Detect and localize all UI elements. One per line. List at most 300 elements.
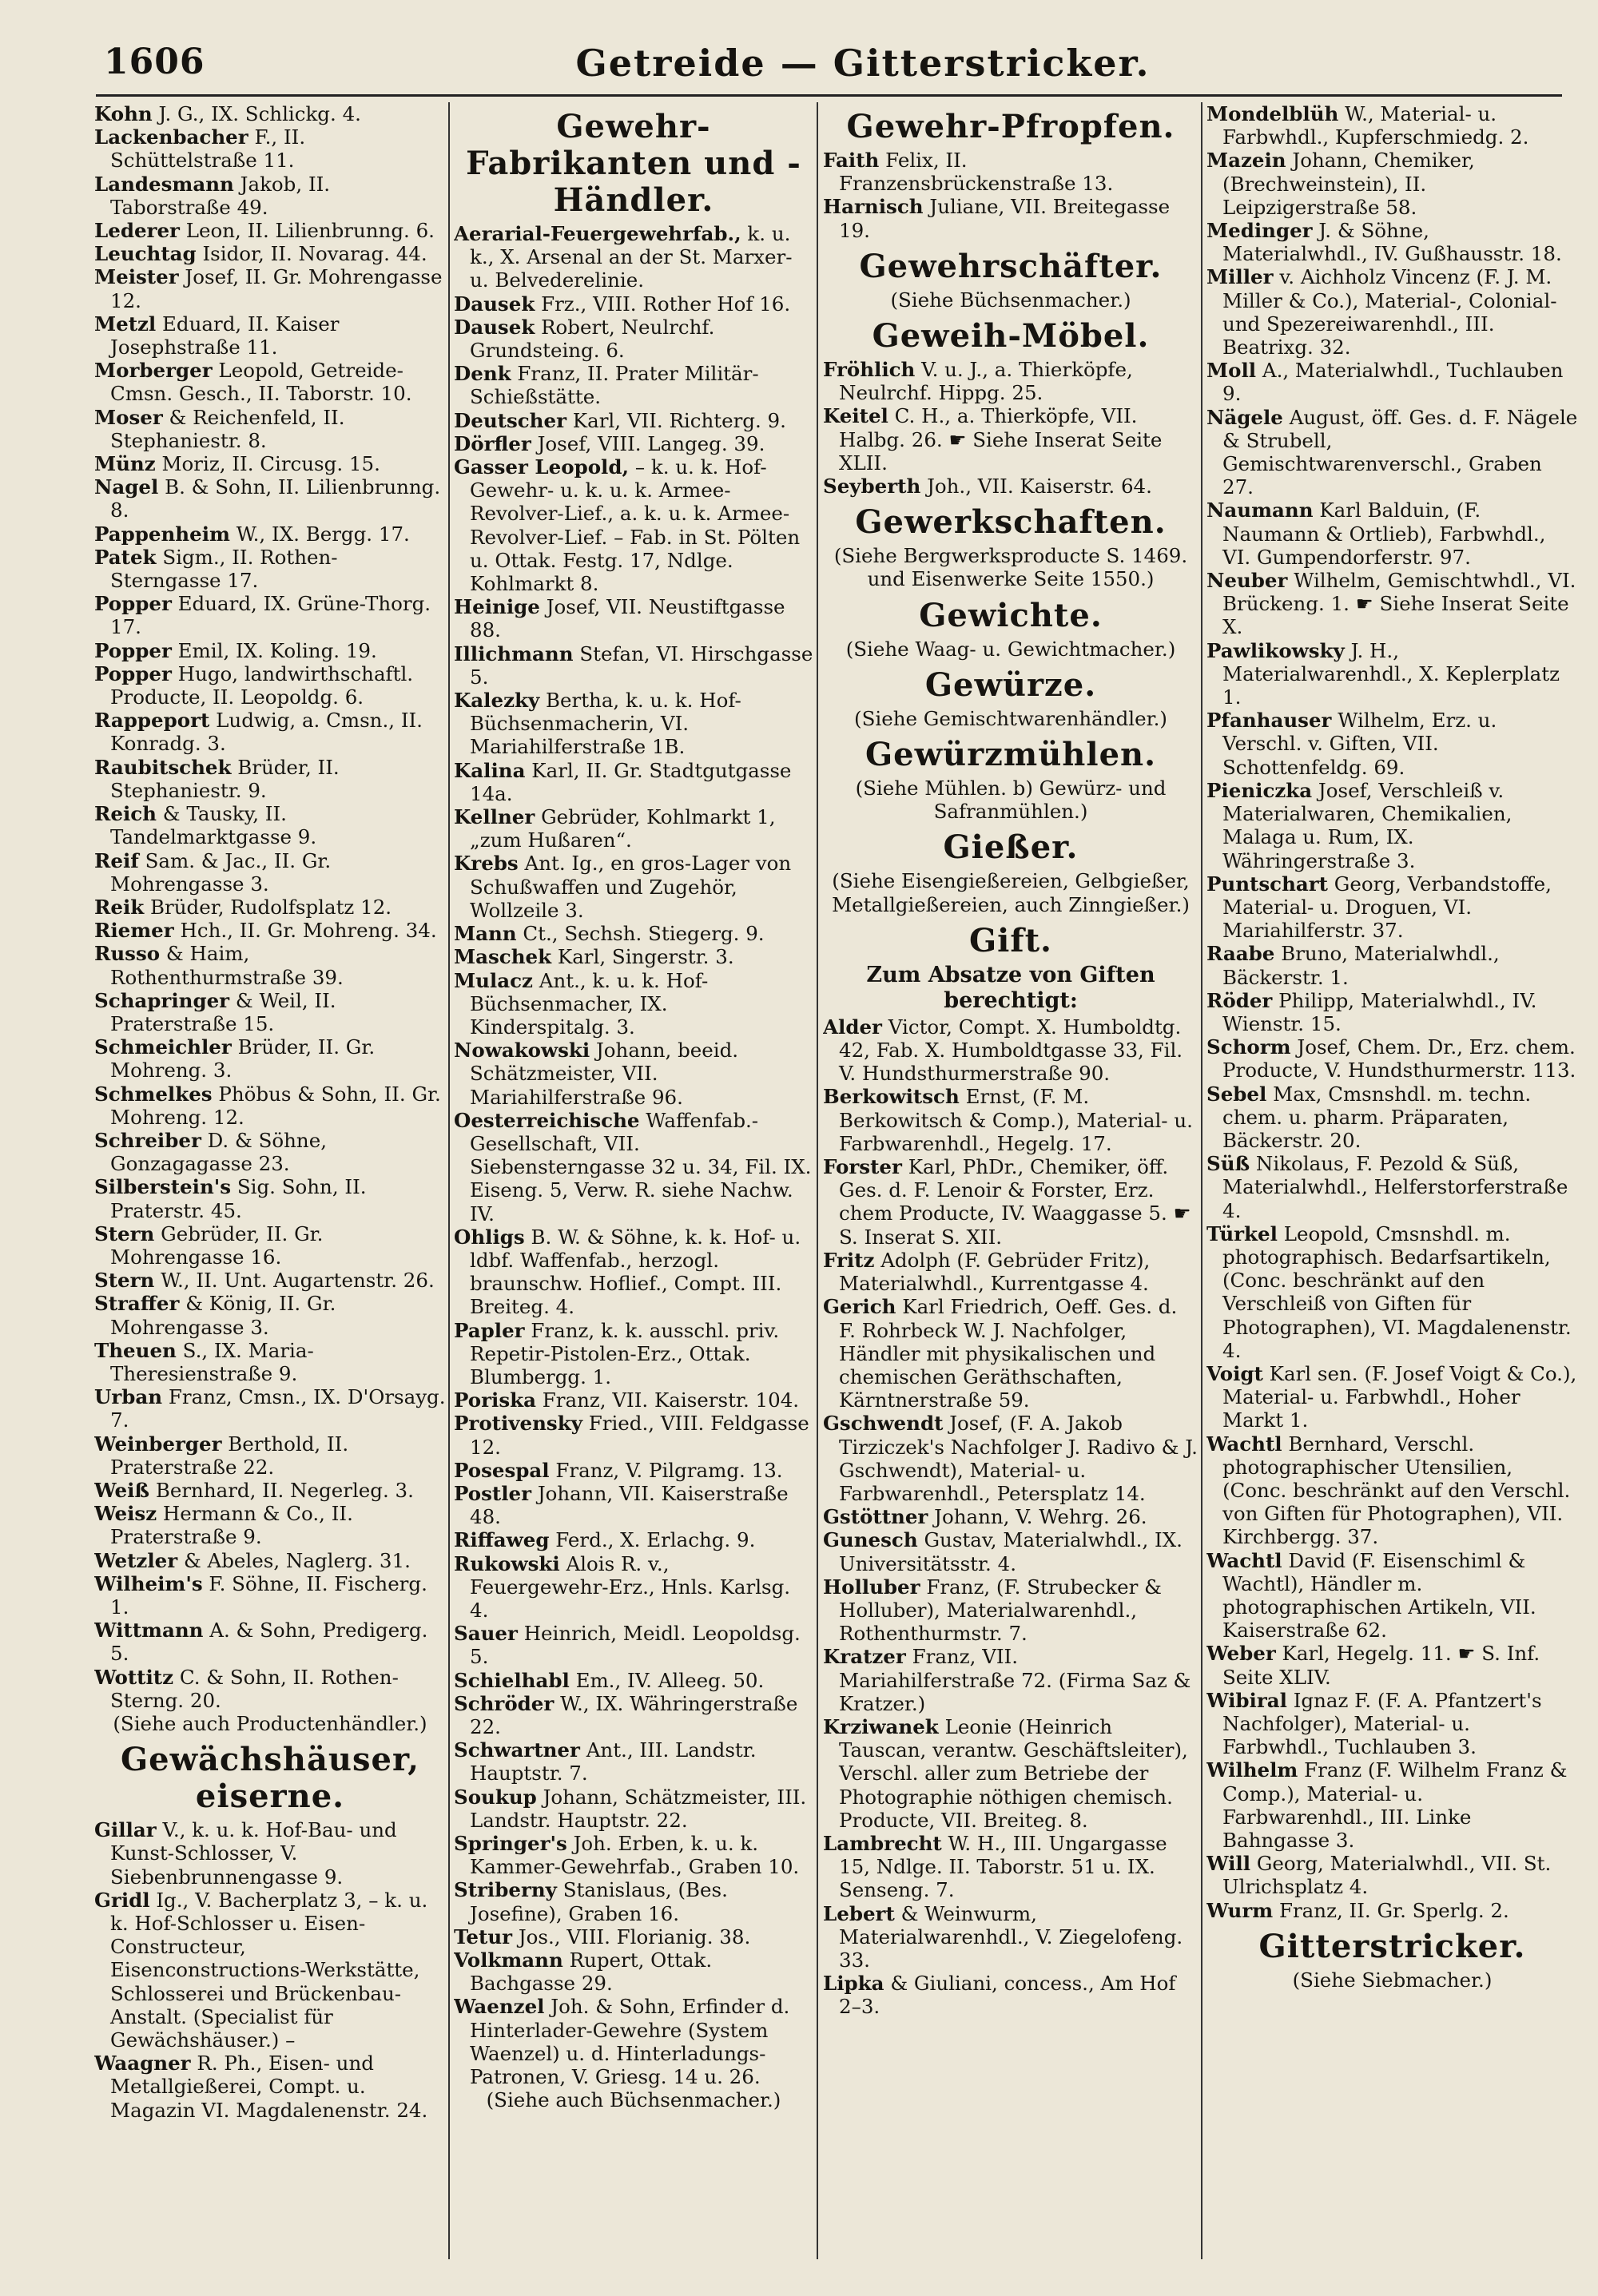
entry-name: Gerich [823, 1295, 896, 1319]
entry-details: Hch., II. Gr. Mohreng. 34. [180, 919, 437, 943]
entry-name: Wilhelm [1206, 1758, 1298, 1782]
entry-details: Ignaz F. (F. A. Pfantzert's Nachfolger), Material- u. Farbwhdl., Tuchlauben 3. [1222, 1688, 1542, 1759]
entry-details: Victor, Compt. X. Humboldtg. 42, Fab. X. Humboldtgasse 33, Fil. V. Hundsthurmerstraße 90. [839, 1015, 1183, 1086]
entry-details: R. Ph., Eisen- und Metallgießerei, Compt. u. Magazin VI. Magdalenenstr. 24. [110, 2052, 428, 2122]
entry-name: Wittmann [94, 1619, 204, 1643]
entry-name: Postler [454, 1481, 532, 1505]
directory-entry [454, 1995, 813, 2088]
entry-details: B. W. & Söhne, k. k. Hof- u. ldbf. Waffenfab., herzogl. braunschw. Hoflief., Compt. III. Breiteg. 4. [470, 1225, 801, 1319]
entry-details: Juliane, VII. Breitegasse 19. [839, 195, 1171, 242]
section-heading: Gewächshäuser, eiserne. [120, 1741, 420, 1816]
directory-entry [94, 1082, 446, 1129]
cross-reference-note: (Siehe auch Productenhändler.) [113, 1712, 427, 1736]
directory-entry [94, 639, 446, 662]
directory-entry [454, 1319, 813, 1389]
directory-entry [454, 432, 813, 455]
entry-name: Berkowitsch [823, 1085, 960, 1109]
entry-details: Philipp, Materialwhdl., IV. Wienstr. 15. [1222, 988, 1537, 1035]
entry-details: Franz, VII. Mariahilferstraße 72. (Firma Saz & Kratzer.) [839, 1645, 1191, 1715]
entry-details: & Giuliani, concess., Am Hof 2–3. [839, 1972, 1176, 2019]
entry-details: Sam. & Jac., II. Gr. Mohrengasse 3. [110, 848, 332, 896]
entry-name: Mann [454, 922, 517, 946]
entry-name: Lederer [94, 219, 180, 243]
entry-name: Gstöttner [823, 1505, 928, 1529]
entry-name: Pawlikowsky [1206, 638, 1345, 662]
directory-entry [94, 849, 446, 896]
column-divider [1201, 102, 1202, 2259]
entry-details: Max, Cmsnshdl. m. techn. chem. u. pharm. Präparaten, Bäckerstr. 20. [1222, 1082, 1532, 1152]
entry-name: Soukup [454, 1785, 537, 1809]
entry-details: Franz, II. Prater Militär-Schießstätte. [470, 362, 759, 409]
entry-details: Karl Balduin, (F. Naumann & Ortlieb), Farbwhdl., VI. Gumpendorferstr. 97. [1222, 499, 1546, 569]
entry-name: Sauer [454, 1622, 518, 1646]
directory-entry [94, 1385, 446, 1432]
entry-details: David (F. Eisenschiml & Wachtl), Händler m. photographischen Artikeln, VII. Kaiserstraße 62. [1222, 1548, 1536, 1643]
directory-entry [94, 406, 446, 452]
entry-details: Joh. Erben, k. u. k. Kammer-Gewehrfab., Graben 10. [470, 1832, 800, 1879]
directory-entry [94, 1339, 446, 1385]
entry-details: & König, II. Gr. Mohrengasse 3. [110, 1292, 336, 1339]
entry-name: Will [1206, 1852, 1251, 1876]
entry-name: Pieniczka [1206, 778, 1313, 802]
directory-entry [1206, 1899, 1578, 1922]
entry-details: Bertha, k. u. k. Hof-Büchsenmacherin, VI. Mariahilferstraße 1B. [470, 689, 741, 759]
entry-details: Ct., Sechsh. Stiegerg. 9. [523, 922, 765, 946]
section-heading: Gewerkschaften. [855, 503, 1167, 542]
entry-details: D. & Söhne, Gonzagagasse 23. [110, 1128, 327, 1176]
directory-entry [454, 1225, 813, 1319]
section-heading: Gewürzmühlen. [865, 736, 1157, 774]
page-number: 1606 [104, 42, 205, 82]
entry-details: & Abeles, Naglerg. 31. [183, 1548, 411, 1572]
entry-details: C. H., a. Thierköpfe, VII. Halbg. 26. ☛ Siehe Inserat Seite XLII. [839, 404, 1163, 475]
entry-details: F. Söhne, II. Fischerg. 1. [110, 1571, 427, 1619]
directory-entry [94, 1222, 446, 1269]
directory-entry [1206, 639, 1578, 709]
directory-entry [94, 475, 446, 522]
entry-details: Leopold, Cmsnshdl. m. photographisch. Bedarfsartikeln, (Conc. beschränkt auf den Verschleiß von Giften für Photographen), VI. Magdalenenstr. 4. [1222, 1221, 1572, 1362]
entry-name: Münz [94, 452, 156, 476]
entry-name: Pfanhauser [1206, 709, 1332, 733]
directory-entry [454, 1622, 813, 1668]
entry-name: Weinberger [94, 1432, 222, 1456]
entry-details: Sigm., II. Rothen-Sterngasse 17. [110, 545, 338, 593]
entry-details: Josef, Verschleiß v. Materialwaren, Chemikalien, Malaga u. Rum, IX. Währingerstraße 3. [1222, 778, 1513, 872]
directory-entry [454, 969, 813, 1039]
directory-entry [823, 149, 1198, 195]
entry-details: & Tausky, II. Tandelmarktgasse 9. [110, 802, 317, 849]
entry-details: W., Material- u. Farbwhdl., Kupferschmiedg. 2. [1222, 102, 1529, 149]
entry-details: Em., IV. Alleeg. 50. [575, 1668, 765, 1692]
entry-name: Weisz [94, 1502, 157, 1526]
entry-details: Adolph (F. Gebrüder Fritz), Materialwhdl., Kurrentgasse 4. [839, 1248, 1151, 1296]
directory-entry [94, 1129, 446, 1175]
entry-name: Krebs [454, 852, 519, 876]
entry-name: Süß [1206, 1152, 1250, 1176]
entry-name: Schorm [1206, 1035, 1291, 1059]
entry-name: Popper [94, 661, 172, 685]
directory-entry [454, 1528, 813, 1551]
directory-entry [1206, 219, 1578, 265]
directory-entry [94, 219, 446, 242]
directory-entry [94, 709, 446, 755]
directory-entry [94, 102, 446, 125]
column-1 [94, 102, 446, 2271]
entry-details: & Reichenfeld, II. Stephaniestr. 8. [110, 405, 345, 452]
entry-details: Leonie (Heinrich Tauscan, verantw. Geschäftsleiter), Verschl. aller zum Betriebe der Photographie nöthigen chemisch. Producte, VII. Breiteg. 8. [839, 1714, 1188, 1832]
directory-entry [1206, 265, 1578, 359]
entry-details: W., II. Unt. Augartenstr. 26. [161, 1269, 435, 1293]
directory-entry [1206, 102, 1578, 149]
directory-entry [94, 592, 446, 638]
entry-name: Krziwanek [823, 1714, 939, 1738]
directory-entry [1206, 149, 1578, 219]
entry-details: Phöbus & Sohn, II. Gr. Mohreng. 12. [110, 1082, 441, 1129]
entry-details: Ludwig, a. Cmsn., II. Konradg. 3. [110, 709, 423, 756]
entry-name: Wetzler [94, 1548, 178, 1572]
directory-entry [1206, 989, 1578, 1035]
entry-details: Fried., VIII. Feldgasse 12. [470, 1412, 809, 1459]
entry-name: Urban [94, 1385, 163, 1409]
entry-name: Fritz [823, 1248, 875, 1272]
directory-entry [1206, 709, 1578, 779]
entry-name: Kellner [454, 805, 535, 829]
directory-entry [454, 1459, 813, 1482]
directory-entry [94, 1619, 446, 1665]
directory-entry [823, 1155, 1198, 1249]
directory-entry [1206, 1362, 1578, 1432]
directory-entry [823, 1972, 1198, 2018]
entry-name: Striberny [454, 1878, 557, 1902]
entry-name: Pappenheim [94, 522, 230, 546]
directory-entry [823, 1015, 1198, 1086]
entry-name: Stern [94, 1221, 155, 1245]
entry-details: Brüder, II. Stephaniestr. 9. [110, 755, 340, 802]
entry-details: Ant. Ig., en gros-Lager von Schußwaffen und Zugehör, Wollzeile 3. [470, 852, 792, 922]
entry-name: Poriska [454, 1388, 536, 1412]
entry-name: Voigt [1206, 1361, 1263, 1385]
entry-details: Johann, beeid. Schätzmeister, VII. Mariahilferstraße 96. [470, 1039, 739, 1109]
column-4 [1206, 102, 1578, 2271]
cross-reference-note: (Siehe Eisengießereien, Gelbgießer, Metallgießereien, auch Zinngießer.) [832, 869, 1190, 916]
entry-name: Wilheim's [94, 1571, 203, 1595]
directory-entry [1206, 1035, 1578, 1082]
entry-name: Dausek [454, 315, 535, 339]
section-heading: Gewichte. [919, 596, 1103, 634]
directory-entry [823, 1528, 1198, 1575]
directory-entry [94, 919, 446, 942]
running-title: Getreide — Gitterstricker. [575, 42, 1151, 85]
entry-details: Karl Friedrich, Oeff. Ges. d. F. Rohrbeck W. J. Nachfolger, Händler mit physikalischen und chemischen Geräthschaften, Kärntnerstraße 59. [839, 1295, 1178, 1412]
entry-details: Bruno, Materialwhdl., Bäckerstr. 1. [1222, 942, 1500, 989]
entry-name: Riemer [94, 919, 174, 943]
directory-entry [94, 265, 446, 312]
entry-details: Brüder, Rudolfsplatz 12. [150, 895, 392, 919]
directory-entry [454, 362, 813, 408]
directory-entry [1206, 1432, 1578, 1549]
entry-details: Josef, (F. A. Jakob Tirziczek's Nachfolger J. Radivo & J. Gschwendt), Material- u. Farbwarenhdl., Petersplatz 14. [839, 1412, 1198, 1505]
entry-name: Harnisch [823, 195, 924, 219]
entry-details: J. H., Materialwarenhdl., X. Keplerplatz 1. [1222, 638, 1560, 709]
directory-entry [94, 1035, 446, 1082]
entry-details: Franz, V. Pilgramg. 13. [555, 1458, 783, 1482]
section-heading: Gift. [969, 921, 1052, 959]
directory-entry [94, 1432, 446, 1479]
directory-entry [454, 1878, 813, 1925]
entry-name: Faith [823, 149, 880, 172]
entry-details: Johann, V. Wehrg. 26. [934, 1505, 1147, 1529]
entry-details: – k. u. k. Hof-Gewehr- u. k. u. k. Armee-Revolver-Lief., a. k. u. k. Armee-Revolver-Lief. – Fab. in St. Pölten u. Ottak. Festg. 17, Ndlge. Kohlmarkt 8. [470, 455, 801, 596]
entry-name: Raubitschek [94, 755, 232, 779]
entry-name: Heinige [454, 595, 540, 619]
entry-name: Alder [823, 1015, 882, 1039]
directory-entry [94, 452, 446, 475]
directory-entry [823, 1295, 1198, 1412]
entry-name: Lipka [823, 1972, 884, 1996]
section-heading: Gewehrschäfter. [859, 247, 1163, 285]
entry-name: Landesmann [94, 172, 234, 196]
entry-details: Josef, VIII. Langeg. 39. [537, 431, 765, 455]
entry-name: Straffer [94, 1292, 180, 1316]
entry-details: Ig., V. Bacherplatz 3, – k. u. k. Hof-Schlosser u. Eisen-Constructeur, Eisenconstructions-Werkstätte, Schlosserei und Brückenbau-Anstalt. (Specialist für Gewächshäuser.) – [110, 1888, 428, 2052]
entry-name: Forster [823, 1155, 902, 1179]
entry-name: Röder [1206, 988, 1273, 1012]
directory-entry [1206, 1642, 1578, 1688]
entry-name: Nägele [1206, 405, 1283, 429]
entry-name: Schmeichler [94, 1035, 232, 1059]
entry-name: Volkmann [454, 1948, 563, 1972]
entry-name: Nagel [94, 475, 159, 499]
entry-details: Franz, Cmsn., IX. D'Orsayg. 7. [110, 1385, 446, 1432]
entry-name: Stern [94, 1269, 155, 1293]
entry-details: Emil, IX. Koling. 19. [177, 638, 377, 662]
directory-entry [94, 173, 446, 219]
entry-name: Seyberth [823, 475, 921, 499]
directory-entry [94, 359, 446, 405]
directory-entry [94, 546, 446, 592]
directory-entry [454, 1482, 813, 1528]
section-heading: Gewehr-Pfropfen. [846, 108, 1175, 145]
entry-name: Illichmann [454, 642, 574, 665]
directory-entry [1206, 406, 1578, 499]
directory-entry [1206, 1549, 1578, 1643]
entry-details: Joh. & Sohn, Erfinder d. Hinterlader-Gewehre (System Waenzel) u. d. Hinterladungs-Patronen, V. Griesg. 14 u. 26. [470, 1995, 790, 2089]
directory-entry [823, 1715, 1198, 1832]
entry-name: Patek [94, 545, 157, 569]
entry-details: Georg, Materialwhdl., VII. St. Ulrichsplatz 4. [1222, 1852, 1552, 1899]
entry-details: Nikolaus, F. Pezold & Süß, Materialwhdl., Helferstorferstraße 4. [1222, 1152, 1568, 1222]
entry-details: Gustav, Materialwhdl., IX. Universitätsstr. 4. [839, 1528, 1183, 1575]
entry-details: W., IX. Bergg. 17. [236, 522, 410, 546]
cross-reference-note: (Siehe Waag- u. Gewichtmacher.) [845, 637, 1176, 661]
entry-details: Hugo, landwirthschaftl. Producte, II. Leopoldg. 6. [110, 661, 414, 709]
directory-entry [823, 1902, 1198, 1972]
directory-entry [1206, 499, 1578, 569]
entry-name: Reik [94, 895, 145, 919]
entry-name: Holluber [823, 1575, 920, 1599]
entry-name: Fröhlich [823, 358, 916, 382]
entry-name: Mondelblüh [1206, 102, 1339, 125]
cross-reference-note: (Siehe Gemischtwarenhändler.) [854, 706, 1167, 730]
entry-name: Lambrecht [823, 1831, 942, 1855]
entry-name: Maschek [454, 945, 552, 969]
directory-entry [454, 759, 813, 805]
directory-entry [454, 1388, 813, 1412]
entry-details: Karl, PhDr., Chemiker, öff. Ges. d. F. Lenoir & Forster, Erz. chem Producte, IV. Waaggasse 5. ☛ S. Inserat S. XII. [839, 1155, 1191, 1249]
section-subheading: Zum Absatze von Giften berechtigt: [866, 962, 1155, 1013]
entry-details: August, öff. Ges. d. F. Nägele & Strubell, Gemischtwarenverschl., Graben 27. [1222, 405, 1578, 499]
entry-name: Gunesch [823, 1528, 918, 1552]
directory-entry [94, 1502, 446, 1548]
directory-entry [94, 522, 446, 546]
directory-entry [454, 1786, 813, 1832]
entry-name: Wottitz [94, 1665, 174, 1689]
directory-entry [823, 1249, 1198, 1295]
entry-details: Franz, (F. Strubecker & Holluber), Materialwarenhdl., Rothenthurmstr. 7. [839, 1575, 1162, 1646]
directory-entry [454, 922, 813, 945]
entry-name: Russo [94, 942, 161, 966]
entry-details: Heinrich, Meidl. Leopoldsg. 5. [470, 1622, 801, 1669]
directory-entry [823, 358, 1198, 404]
entry-details: Leopold, Getreide-Cmsn. Gesch., II. Taborstr. 10. [110, 359, 412, 406]
entry-name: Reif [94, 848, 139, 872]
directory-entry [1206, 942, 1578, 988]
directory-entry [1206, 569, 1578, 639]
entry-details: J. & Söhne, Materialwhdl., IV. Gußhausstr. 18. [1222, 219, 1562, 266]
entry-details: Josef, II. Gr. Mohrengasse 12. [110, 265, 443, 312]
entry-name: Kratzer [823, 1645, 906, 1669]
directory-entry [454, 805, 813, 852]
directory-entry [94, 2052, 446, 2122]
entry-details: Rupert, Ottak. Bachgasse 29. [470, 1948, 713, 1996]
entry-name: Gschwendt [823, 1412, 944, 1436]
entry-details: Georg, Verbandstoffe, Material- u. Droguen, VI. Mariahilferstr. 37. [1222, 872, 1552, 943]
entry-details: Joh., VII. Kaiserstr. 64. [927, 475, 1152, 499]
entry-name: Kohn [94, 102, 153, 125]
entry-details: J. G., IX. Schlickg. 4. [158, 102, 361, 125]
section-heading: Gitterstricker. [1258, 1927, 1526, 1965]
entry-name: Rappeport [94, 709, 210, 733]
entry-details: Wilhelm, Gemischtwhdl., VI. Brückeng. 1. ☛ Siehe Inserat Seite X. [1222, 569, 1576, 639]
column-divider [448, 102, 450, 2259]
directory-entry [1206, 359, 1578, 405]
entry-details: W., IX. Währingerstraße 22. [470, 1691, 798, 1738]
column-divider [817, 102, 818, 2259]
directory-entry [454, 316, 813, 362]
directory-entry [454, 1832, 813, 1878]
entry-name: Naumann [1206, 499, 1314, 522]
directory-entry [1206, 1222, 1578, 1362]
entry-details: F., II. Schüttelstraße 11. [110, 125, 306, 173]
entry-details: Franz (F. Wilhelm Franz & Comp.), Material- u. Farbwarenhdl., III. Linke Bahngasse 3. [1222, 1758, 1568, 1853]
directory-entry [94, 802, 446, 848]
entry-name: Riffaweg [454, 1528, 550, 1552]
entry-name: Gridl [94, 1888, 150, 1912]
directory-entry [823, 404, 1198, 475]
directory-entry [823, 1412, 1198, 1505]
directory-entry [1206, 1152, 1578, 1222]
entry-name: Gasser Leopold, [454, 455, 630, 479]
entry-name: Leuchtag [94, 242, 197, 266]
directory-entry [94, 242, 446, 265]
directory-entry [94, 1269, 446, 1292]
entry-details: Karl, VII. Richterg. 9. [572, 408, 786, 432]
entry-name: Keitel [823, 404, 888, 428]
entry-name: Morberger [94, 359, 213, 383]
directory-entry [454, 852, 813, 922]
entry-details: A., Materialwhdl., Tuchlauben 9. [1222, 359, 1564, 406]
entry-details: Eduard, IX. Grüne-Thorg. 17. [110, 592, 431, 639]
entry-name: Aerarial-Feuergewehrfab., [454, 222, 741, 245]
entry-name: Posespal [454, 1458, 550, 1482]
entry-details: Hermann & Co., II. Praterstraße 9. [110, 1502, 353, 1549]
entry-details: Karl sen. (F. Josef Voigt & Co.), Material- u. Farbwhdl., Hoher Markt 1. [1222, 1361, 1577, 1432]
entry-details: Gebrüder, II. Gr. Mohrengasse 16. [110, 1221, 324, 1269]
directory-entry [94, 312, 446, 359]
entry-name: Springer's [454, 1832, 567, 1856]
entry-details: Josef, VII. Neustiftgasse 88. [470, 595, 785, 642]
entry-name: Miller [1206, 265, 1274, 289]
entry-name: Metzl [94, 312, 157, 336]
entry-name: Deutscher [454, 408, 566, 432]
entry-name: Silberstein's [94, 1175, 232, 1199]
entry-name: Gillar [94, 1818, 157, 1842]
entry-name: Medinger [1206, 219, 1313, 243]
entry-name: Schielhabl [454, 1668, 570, 1692]
cross-reference-note: (Siehe Büchsenmacher.) [890, 288, 1131, 312]
entry-details: Frz., VIII. Rother Hof 16. [541, 292, 791, 316]
directory-entry [454, 455, 813, 595]
entry-name: Rukowski [454, 1551, 560, 1575]
entry-name: Schmelkes [94, 1082, 213, 1106]
entry-name: Nowakowski [454, 1039, 590, 1063]
entry-name: Reich [94, 802, 157, 826]
entry-name: Raabe [1206, 942, 1275, 966]
directory-entry [454, 409, 813, 432]
entry-details: Bernhard, Verschl. photographischer Utensilien, (Conc. beschränkt auf den Verschl. von Giften für Photographen), VII. Kirchbergg. 37. [1222, 1432, 1571, 1549]
directory-entry [1206, 872, 1578, 943]
cross-reference-note: (Siehe Bergwerksproducte S. 1469. und Eisenwerke Seite 1550.) [833, 544, 1188, 591]
directory-entry [454, 222, 813, 292]
entry-name: Moser [94, 405, 163, 429]
directory-entry [454, 1039, 813, 1109]
entry-details: Franz, II. Gr. Sperlg. 2. [1278, 1898, 1509, 1922]
directory-entry [823, 475, 1198, 498]
directory-entry [823, 1085, 1198, 1155]
entry-details: Bernhard, II. Negerleg. 3. [155, 1478, 414, 1502]
directory-entry [454, 1692, 813, 1738]
directory-entry [94, 756, 446, 802]
entry-details: Wilhelm, Erz. u. Verschl. v. Giften, VII. Schottenfeldg. 69. [1222, 709, 1497, 779]
entry-name: Schreiber [94, 1128, 201, 1152]
entry-name: Lebert [823, 1901, 895, 1925]
entry-name: Waenzel [454, 1995, 545, 2019]
entry-details: & Haim, Rothenthurmstraße 39. [110, 942, 344, 989]
entry-name: Wibiral [1206, 1688, 1287, 1712]
cross-reference-note: (Siehe Siebmacher.) [1292, 1968, 1493, 1992]
entry-name: Denk [454, 362, 511, 386]
directory-entry [94, 942, 446, 988]
entry-details: Stefan, VI. Hirschgasse 5. [470, 642, 813, 689]
directory-entry [454, 642, 813, 689]
entry-details: Ernst, (F. M. Berkowitsch & Comp.), Material- u. Farbwarenhdl., Hegelg. 17. [839, 1085, 1193, 1155]
entry-details: Alois R. v., Feuergewehr-Erz., Hnls. Karlsg. 4. [470, 1551, 791, 1622]
entry-name: Oesterreichische [454, 1108, 640, 1132]
entry-details: Johann, Schätzmeister, III. Landstr. Hauptstr. 22. [470, 1785, 807, 1832]
directory-entry [94, 989, 446, 1035]
entry-name: Sebel [1206, 1082, 1267, 1106]
entry-name: Ohligs [454, 1225, 525, 1249]
